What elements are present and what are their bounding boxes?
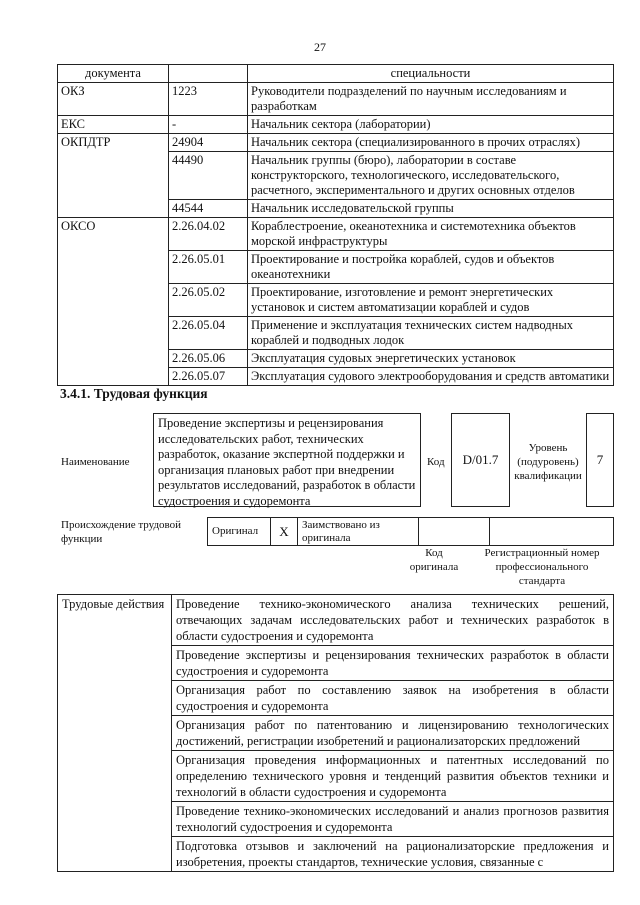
table-row: [58, 218, 614, 251]
labor-actions-table: [57, 594, 614, 872]
classifier-code: 2.26.05.01: [169, 251, 248, 284]
origin-row: [208, 518, 614, 546]
classifier-code: 2.26.05.06: [169, 350, 248, 368]
header-specialty: специальности: [248, 65, 614, 83]
classifier-title: Руководители подразделений по научным исследованиям и разработкам: [248, 83, 614, 116]
registration-number-caption: Регистрационный номер профессионального стандарта: [484, 547, 600, 587]
classifier-title: Начальник сектора (специализированного в прочих отраслях): [248, 134, 614, 152]
classifier-title: Кораблестроение, океанотехника и системотехника объектов морской инфраструктуры: [248, 218, 614, 251]
function-code-box: D/01.7: [451, 413, 510, 507]
classifier-name: ОКПДТР: [58, 134, 169, 218]
classifier-name: ОКЗ: [58, 83, 169, 116]
classifier-code: 44490: [169, 152, 248, 200]
classifier-code: 24904: [169, 134, 248, 152]
origin-label: Происхождение трудовой функции: [61, 519, 182, 545]
header-document: документа: [58, 65, 169, 83]
origin-table: [207, 517, 614, 546]
classifier-title: Эксплуатация судового электрооборудования и средств автоматики: [248, 368, 614, 386]
original-label: Оригинал: [208, 518, 271, 546]
labor-action-item: Проведение экспертизы и рецензирования технических разработок в области судостроения и судоремонта: [172, 646, 614, 681]
classifier-title: Применение и эксплуатация технических систем надводных кораблей и подводных лодок: [248, 317, 614, 350]
table-row: [58, 595, 614, 646]
original-code-cell: [419, 518, 490, 546]
table-header-row: [58, 65, 614, 83]
table-row: [58, 116, 614, 134]
table-row: [58, 83, 614, 116]
classifier-code: 44544: [169, 200, 248, 218]
classifier-code: 2.26.05.07: [169, 368, 248, 386]
function-name-box: Проведение экспертизы и рецензирования исследовательских работ, технических разработок, оказание экспертной поддержки и организация плановых работ при внедрении результатов исследований, разработок в области судостроения и судоремонта: [153, 413, 421, 507]
classifier-code: -: [169, 116, 248, 134]
borrowed-label: Заимствовано из оригинала: [298, 518, 419, 546]
classifier-title: Проектирование, изготовление и ремонт энергетических установок и систем автоматизации кораблей и судов: [248, 284, 614, 317]
section-title: 3.4.1. Трудовая функция: [60, 386, 208, 401]
page-number: 27: [314, 40, 326, 54]
labor-action-item: Организация работ по патентованию и лицензированию технологических достижений, регистрации изобретений и рационализаторских предложений: [172, 716, 614, 751]
name-label: Наименование: [61, 456, 130, 468]
classifier-title: Проектирование и постройка кораблей, судов и объектов океанотехники: [248, 251, 614, 284]
table-row: [58, 134, 614, 152]
classifier-code: 2.26.05.04: [169, 317, 248, 350]
labor-action-item: Организация проведения информационных и патентных исследований по определению технического уровня и тенденций развития объектов техники и технологий в области судостроения и судоремонта: [172, 751, 614, 802]
labor-action-item: Проведение технико-экономических исследований и анализ прогнозов развития технологий судостроения и судоремонта: [172, 802, 614, 837]
labor-action-item: Проведение технико-экономического анализа технических решений, отвечающих задачам исследовательских работ и технических разработок в области судостроения и судоремонта: [172, 595, 614, 646]
classifier-code: 2.26.05.02: [169, 284, 248, 317]
code-original-caption: Код оригинала: [409, 547, 459, 573]
labor-action-item: Организация работ по составлению заявок на изобретения в области судостроения и судоремонта: [172, 681, 614, 716]
level-label: Уровень (подуровень) квалификации: [514, 442, 582, 482]
classification-table: [57, 64, 614, 386]
classifier-title: Начальник исследовательской группы: [248, 200, 614, 218]
classifier-name: ЕКС: [58, 116, 169, 134]
original-mark: X: [271, 518, 298, 546]
classifier-title: Начальник группы (бюро), лаборатории в составе конструкторского, технологического, исследовательского, расчетного, экспериментального и других основных отделов: [248, 152, 614, 200]
labor-action-item: Подготовка отзывов и заключений на рационализаторские предложения и изобретения, проекты стандартов, технические условия, связанные с: [172, 837, 614, 872]
labor-actions-label: Трудовые действия: [58, 595, 172, 872]
registration-number-cell: [490, 518, 614, 546]
header-code: [169, 65, 248, 83]
classifier-code: 1223: [169, 83, 248, 116]
code-label: Код: [427, 456, 445, 468]
classifier-title: Начальник сектора (лаборатории): [248, 116, 614, 134]
classifier-name: ОКСО: [58, 218, 169, 386]
classifier-title: Эксплуатация судовых энергетических установок: [248, 350, 614, 368]
classifier-code: 2.26.04.02: [169, 218, 248, 251]
qualification-level-box: 7: [586, 413, 614, 507]
